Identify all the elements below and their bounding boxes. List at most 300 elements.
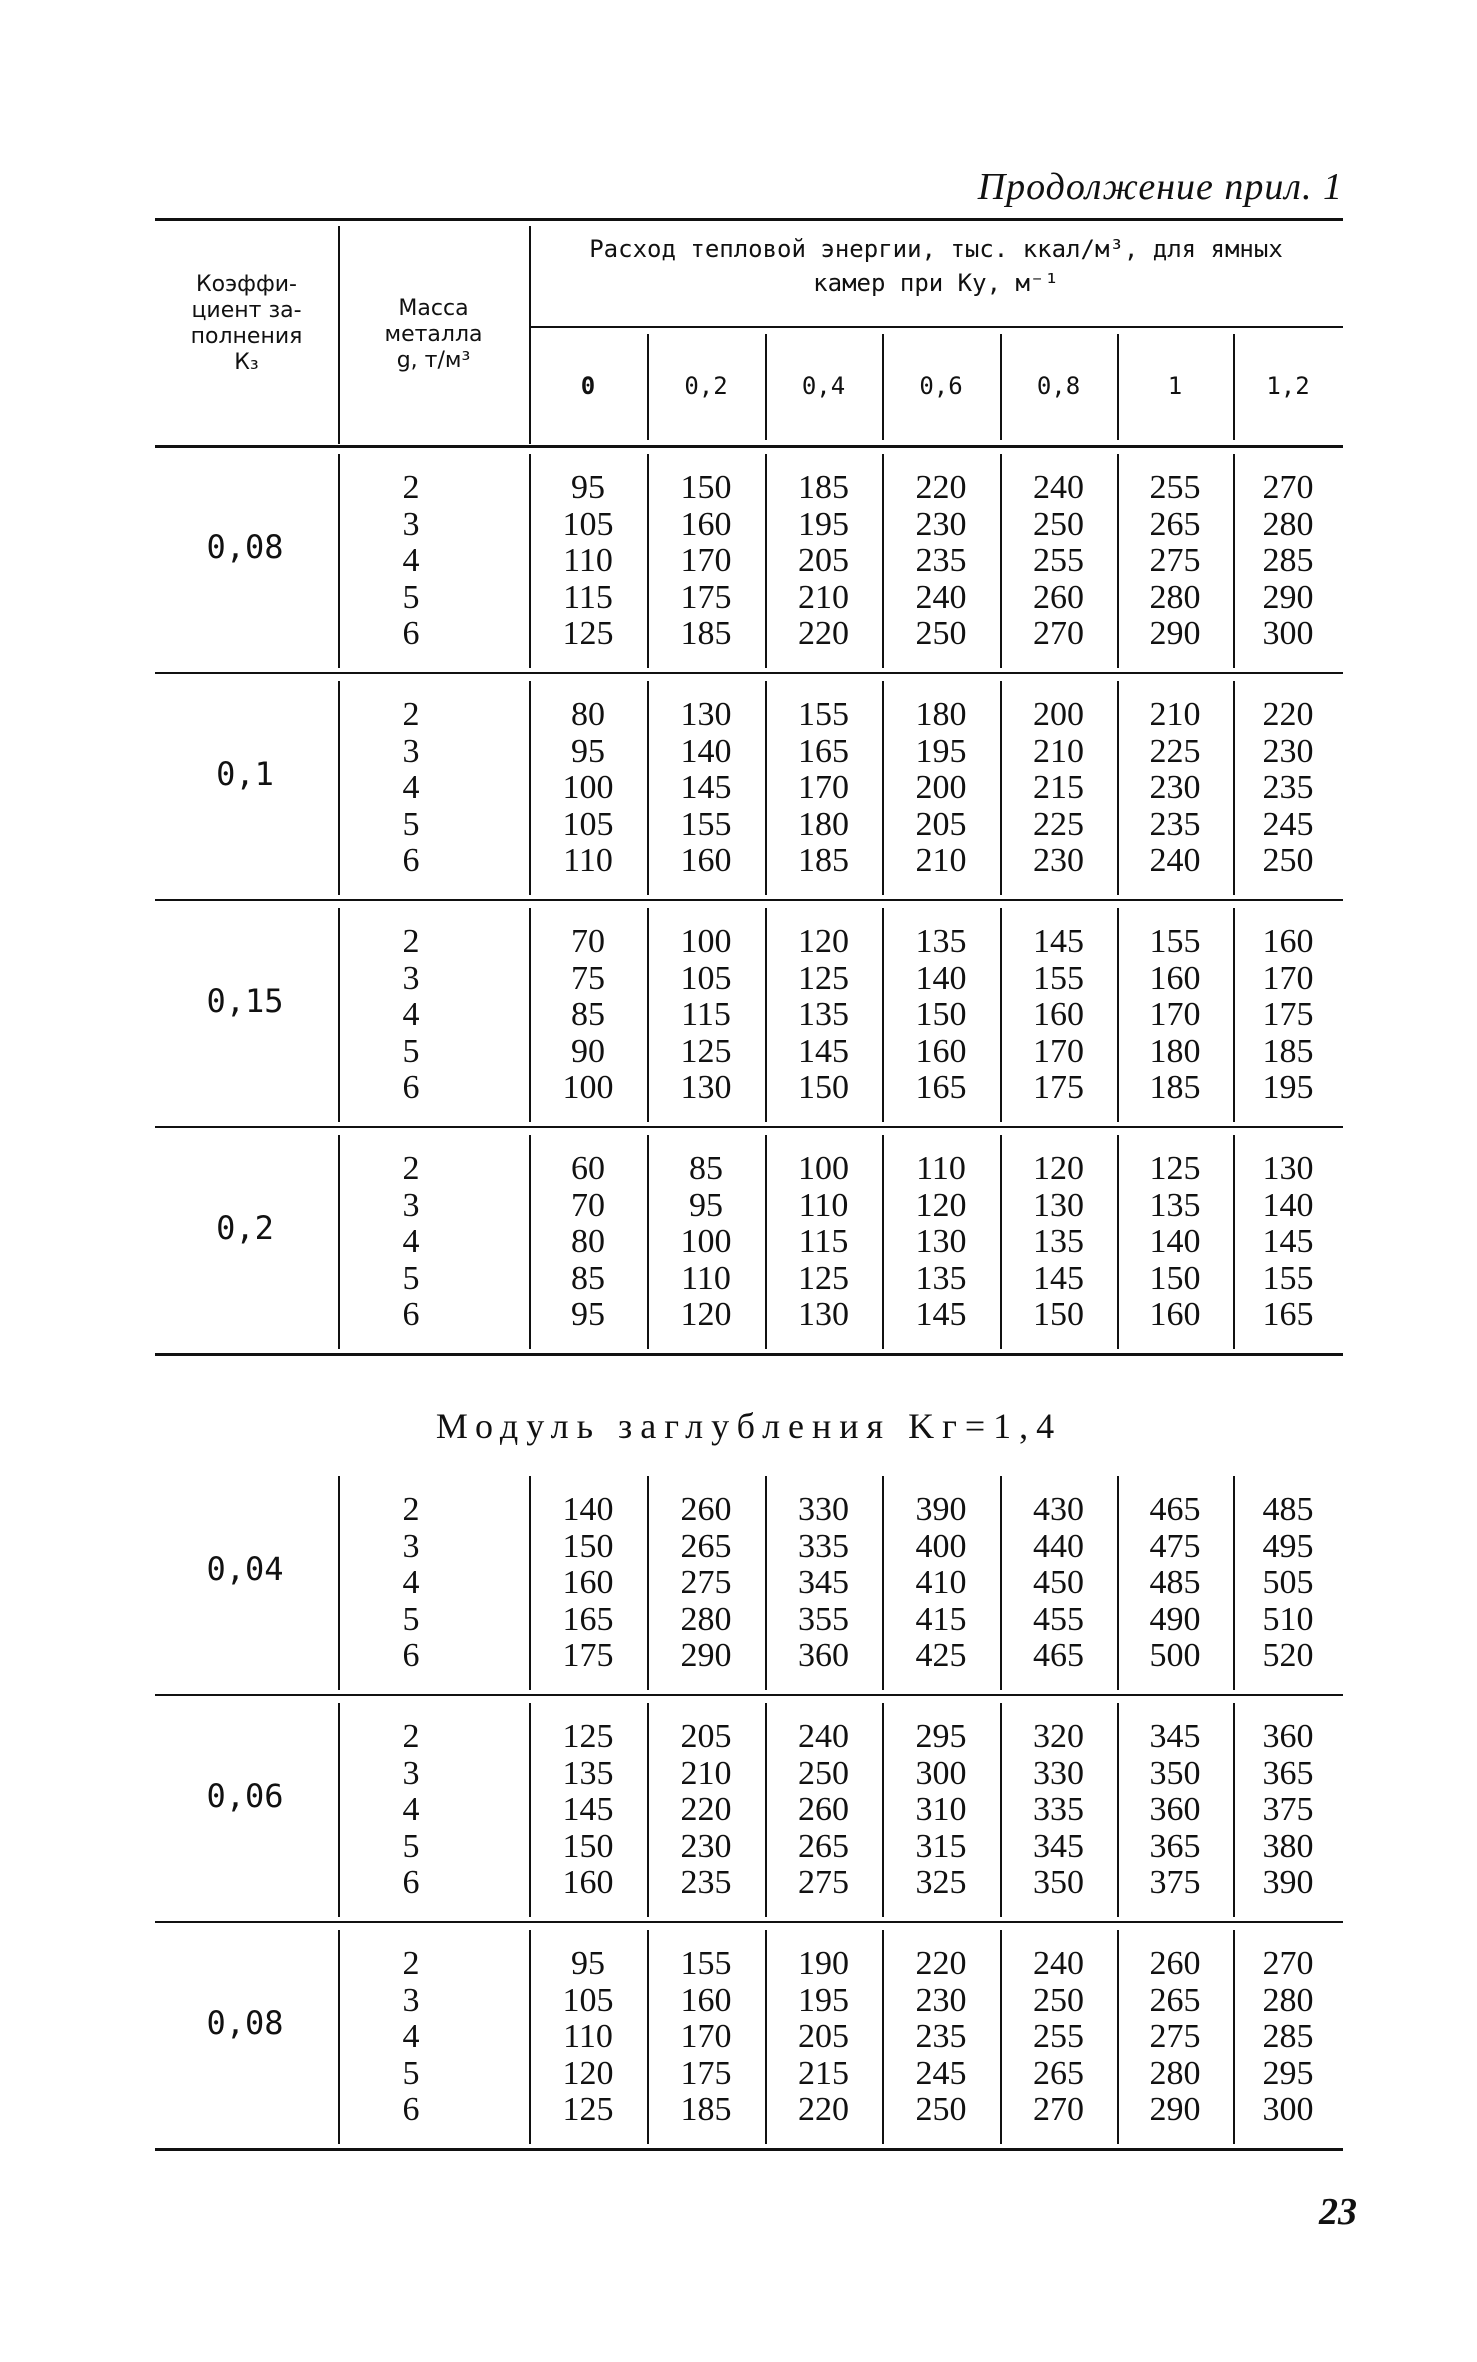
table-cell: 230 <box>1262 732 1314 770</box>
mass-column-header <box>338 296 529 374</box>
value-column <box>882 470 1000 653</box>
value-column <box>1000 1151 1117 1334</box>
table-cell: 170 <box>680 542 732 579</box>
table-cell: 180 <box>1149 1032 1201 1070</box>
table-cell: 150 <box>1033 1296 1084 1333</box>
table-cell: 230 <box>915 1981 967 2019</box>
mass-cell: 6 <box>402 2091 420 2128</box>
mass-cell: 2 <box>402 1945 420 1982</box>
mass-column <box>338 924 484 1107</box>
table-cell: 160 <box>680 1981 732 2019</box>
table-cell: 215 <box>1033 769 1084 806</box>
mass-cell: 4 <box>402 1223 420 1260</box>
header-line: металла <box>384 322 483 347</box>
table-cell: 105 <box>680 959 732 997</box>
table-cell: 95 <box>571 732 605 770</box>
table-cell: 265 <box>1033 2054 1084 2092</box>
value-column <box>647 470 765 653</box>
table-cell: 230 <box>915 505 967 543</box>
table-cell: 290 <box>1149 2091 1201 2128</box>
section-title: Модуль заглубления Kг=1,4 <box>435 1406 1063 1446</box>
table-cell: 160 <box>680 505 732 543</box>
value-column <box>1000 1946 1117 2129</box>
table-cell: 140 <box>1262 1186 1314 1224</box>
value-column <box>882 697 1000 880</box>
table-cell: 280 <box>1262 1981 1314 2019</box>
mass-cell: 4 <box>402 769 420 806</box>
table-cell: 280 <box>680 1600 732 1638</box>
table-cell: 205 <box>680 1718 732 1755</box>
value-column <box>765 697 882 880</box>
value-column <box>647 924 765 1107</box>
table-cell: 160 <box>1149 1296 1201 1333</box>
table-cell: 485 <box>1262 1491 1314 1528</box>
mass-cell: 5 <box>402 1827 420 1865</box>
table-cell: 135 <box>1149 1186 1201 1224</box>
table-cell: 160 <box>562 1564 614 1601</box>
table-cell: 135 <box>562 1754 614 1792</box>
table-cell: 110 <box>798 1186 849 1224</box>
group-bottom-rule <box>155 1126 1343 1128</box>
mass-cell: 2 <box>402 1150 420 1187</box>
group-bottom-rule <box>155 2148 1343 2151</box>
table-cell: 150 <box>1149 1259 1201 1297</box>
table-cell: 355 <box>798 1600 849 1638</box>
table-cell: 360 <box>1149 1791 1201 1828</box>
table-cell: 205 <box>915 805 967 843</box>
table-cell: 70 <box>571 1186 605 1224</box>
value-column <box>765 1946 882 2129</box>
table-cell: 245 <box>915 2054 967 2092</box>
value-column <box>1117 1492 1233 1675</box>
table-cell: 115 <box>798 1223 849 1260</box>
table-cell: 365 <box>1149 1827 1201 1865</box>
table-cell: 130 <box>680 696 732 733</box>
value-column <box>1117 470 1233 653</box>
table-cell: 220 <box>798 2091 849 2128</box>
table-cell: 225 <box>1149 732 1201 770</box>
table-cell: 220 <box>798 615 849 652</box>
value-column <box>1117 1946 1233 2129</box>
table-cell: 345 <box>1033 1827 1084 1865</box>
table-cell: 235 <box>1262 769 1314 806</box>
table-cell: 100 <box>680 923 732 960</box>
kz-value: 0,15 <box>206 982 284 1020</box>
table-cell: 185 <box>798 842 849 879</box>
table-cell: 170 <box>1262 959 1314 997</box>
table-cell: 160 <box>1033 996 1084 1033</box>
mass-cell: 6 <box>402 615 420 652</box>
table-cell: 195 <box>1262 1069 1314 1106</box>
table-cell: 170 <box>1033 1032 1084 1070</box>
table-cell: 145 <box>1033 923 1084 960</box>
mass-cell: 3 <box>402 1186 420 1224</box>
table-cell: 265 <box>680 1527 732 1565</box>
table-cell: 260 <box>798 1791 849 1828</box>
table-cell: 465 <box>1149 1491 1201 1528</box>
table-cell: 100 <box>562 769 614 806</box>
table-cell: 280 <box>1149 578 1201 616</box>
value-column <box>1000 697 1117 880</box>
mass-cell: 6 <box>402 1864 420 1901</box>
value-column <box>529 697 647 880</box>
value-column <box>1233 1492 1343 1675</box>
group-bottom-rule <box>155 899 1343 901</box>
mass-cell: 4 <box>402 1564 420 1601</box>
table-cell: 150 <box>562 1527 614 1565</box>
value-column <box>1000 1492 1117 1675</box>
header-line: Коэффи- <box>195 272 297 297</box>
table-cell: 215 <box>798 2054 849 2092</box>
ky-divider <box>882 334 884 440</box>
mass-cell: 3 <box>402 1527 420 1565</box>
table-cell: 70 <box>571 923 605 960</box>
table-cell: 220 <box>680 1791 732 1828</box>
table-cell: 475 <box>1149 1527 1201 1565</box>
mass-cell: 6 <box>402 1637 420 1674</box>
table-cell: 120 <box>680 1296 732 1333</box>
table-cell: 235 <box>915 2018 967 2055</box>
header-subrule <box>529 326 1343 328</box>
table-cell: 265 <box>1149 1981 1201 2019</box>
value-column <box>1117 1719 1233 1902</box>
table-cell: 75 <box>571 959 605 997</box>
table-cell: 95 <box>571 1296 605 1333</box>
table-cell: 220 <box>915 469 967 506</box>
table-cell: 230 <box>680 1827 732 1865</box>
table-cell: 290 <box>680 1637 732 1674</box>
table-cell: 265 <box>1149 505 1201 543</box>
table-cell: 210 <box>915 842 967 879</box>
value-column <box>882 1151 1000 1334</box>
table-cell: 165 <box>562 1600 614 1638</box>
mass-cell: 3 <box>402 1981 420 2019</box>
table-cell: 135 <box>915 1259 967 1297</box>
table-cell: 260 <box>1033 578 1084 616</box>
table-cell: 330 <box>1033 1754 1084 1792</box>
table-cell: 190 <box>798 1945 849 1982</box>
table-cell: 430 <box>1033 1491 1084 1528</box>
table-cell: 145 <box>680 769 732 806</box>
heat-consumption-header <box>529 232 1343 300</box>
table-cell: 365 <box>1262 1754 1314 1792</box>
table-cell: 170 <box>1149 996 1201 1033</box>
table-cell: 110 <box>563 2018 613 2055</box>
table-cell: 250 <box>798 1754 849 1792</box>
table-cell: 120 <box>798 923 849 960</box>
table-cell: 360 <box>798 1637 849 1674</box>
mass-cell: 4 <box>402 542 420 579</box>
table-cell: 90 <box>571 1032 605 1070</box>
table-cell: 175 <box>680 2054 732 2092</box>
ky-header-cell: 0,6 <box>919 372 963 400</box>
table-cell: 140 <box>915 959 967 997</box>
table-cell: 390 <box>915 1491 967 1528</box>
table-cell: 500 <box>1149 1637 1201 1674</box>
table-cell: 300 <box>1262 615 1314 652</box>
table-cell: 170 <box>680 2018 732 2055</box>
value-column <box>882 1492 1000 1675</box>
table-cell: 85 <box>689 1150 723 1187</box>
table-cell: 115 <box>563 578 613 616</box>
mass-cell: 2 <box>402 923 420 960</box>
table-cell: 240 <box>798 1718 849 1755</box>
table-cell: 285 <box>1262 542 1314 579</box>
table-cell: 210 <box>680 1754 732 1792</box>
table-cell: 105 <box>562 505 614 543</box>
table-cell: 185 <box>1149 1069 1201 1106</box>
mass-cell: 6 <box>402 842 420 879</box>
value-column <box>1117 924 1233 1107</box>
table-cell: 95 <box>689 1186 723 1224</box>
value-column <box>765 470 882 653</box>
value-column <box>647 1492 765 1675</box>
value-column <box>647 697 765 880</box>
mass-cell: 3 <box>402 1754 420 1792</box>
table-cell: 110 <box>563 842 613 879</box>
kz-group <box>155 1697 1343 1923</box>
table-cell: 345 <box>798 1564 849 1601</box>
value-column <box>529 1946 647 2129</box>
table-cell: 100 <box>562 1069 614 1106</box>
table-cell: 465 <box>1033 1637 1084 1674</box>
kz-value: 0,1 <box>216 755 274 793</box>
value-column <box>1233 697 1343 880</box>
mass-cell: 6 <box>402 1069 420 1106</box>
table-cell: 145 <box>1262 1223 1314 1260</box>
table-cell: 95 <box>571 1945 605 1982</box>
table-cell: 130 <box>1262 1150 1314 1187</box>
table-cell: 350 <box>1149 1754 1201 1792</box>
table-cell: 125 <box>562 2091 614 2128</box>
value-column <box>1000 1719 1117 1902</box>
ky-divider <box>1117 334 1119 440</box>
table-cell: 330 <box>798 1491 849 1528</box>
table-cell: 125 <box>798 959 849 997</box>
table-cell: 225 <box>1033 805 1084 843</box>
table-cell: 110 <box>681 1259 731 1297</box>
value-column <box>529 1151 647 1334</box>
header-title-line: камер при Kу, м⁻¹ <box>813 269 1059 297</box>
kz-value: 0,06 <box>206 1777 284 1815</box>
mass-column <box>338 1492 484 1675</box>
table-cell: 360 <box>1262 1718 1314 1755</box>
table-cell: 285 <box>1262 2018 1314 2055</box>
ky-header-cell: 0,8 <box>1036 372 1081 400</box>
table-cell: 450 <box>1033 1564 1084 1601</box>
mass-cell: 4 <box>402 1791 420 1828</box>
mass-cell: 2 <box>402 469 420 506</box>
table-cell: 195 <box>915 732 967 770</box>
table-cell: 135 <box>1033 1223 1084 1260</box>
table-cell: 125 <box>562 1718 614 1755</box>
table-cell: 290 <box>1149 615 1201 652</box>
table-cell: 230 <box>1149 769 1201 806</box>
table-cell: 245 <box>1262 805 1314 843</box>
mass-cell: 5 <box>402 805 420 843</box>
table-cell: 240 <box>1149 842 1201 879</box>
ky-divider <box>765 334 767 440</box>
ky-header-cell: 0 <box>580 372 596 400</box>
kz-group <box>155 448 1343 674</box>
table-top-rule <box>155 218 1343 221</box>
value-column <box>1233 924 1343 1107</box>
kz-group <box>155 1129 1343 1355</box>
table-cell: 145 <box>1033 1259 1084 1297</box>
table-cell: 125 <box>798 1259 849 1297</box>
table-cell: 495 <box>1262 1527 1314 1565</box>
table-cell: 270 <box>1033 615 1084 652</box>
value-column <box>647 1719 765 1902</box>
table-cell: 120 <box>915 1186 967 1224</box>
table-cell: 195 <box>798 505 849 543</box>
mass-cell: 5 <box>402 1032 420 1070</box>
table-cell: 205 <box>798 2018 849 2055</box>
table-cell: 160 <box>562 1864 614 1901</box>
mass-cell: 5 <box>402 2054 420 2092</box>
table-cell: 410 <box>915 1564 967 1601</box>
table-cell: 280 <box>1262 505 1314 543</box>
mass-cell: 2 <box>402 696 420 733</box>
mass-cell: 5 <box>402 1600 420 1638</box>
table-cell: 80 <box>571 696 605 733</box>
kz-group <box>155 675 1343 901</box>
table-cell: 175 <box>680 578 732 616</box>
table-cell: 295 <box>1262 2054 1314 2092</box>
kz-value: 0,2 <box>216 1209 274 1247</box>
table-cell: 110 <box>563 542 613 579</box>
table-cell: 85 <box>571 996 605 1033</box>
table-cell: 390 <box>1262 1864 1314 1901</box>
value-column <box>882 1719 1000 1902</box>
table-cell: 235 <box>915 542 967 579</box>
table-cell: 240 <box>915 578 967 616</box>
kz-value: 0,04 <box>206 1550 284 1588</box>
header-line: циент за- <box>191 298 302 323</box>
value-column <box>1117 1151 1233 1334</box>
table-cell: 175 <box>1262 996 1314 1033</box>
table-cell: 275 <box>1149 542 1201 579</box>
table-cell: 150 <box>798 1069 849 1106</box>
table-cell: 155 <box>1033 959 1084 997</box>
table-cell: 120 <box>1033 1150 1084 1187</box>
value-column <box>647 1151 765 1334</box>
table-cell: 235 <box>680 1864 732 1901</box>
header-line: К₃ <box>234 350 259 375</box>
table-cell: 140 <box>680 732 732 770</box>
table-cell: 310 <box>915 1791 967 1828</box>
page-number: 23 <box>1319 2191 1357 2233</box>
value-column <box>529 470 647 653</box>
table-cell: 105 <box>562 1981 614 2019</box>
table-cell: 265 <box>798 1827 849 1865</box>
table-cell: 200 <box>1033 696 1084 733</box>
table-cell: 290 <box>1262 578 1314 616</box>
table-cell: 440 <box>1033 1527 1084 1565</box>
table-cell: 425 <box>915 1637 967 1674</box>
header-line: Масса <box>398 296 469 321</box>
mass-cell: 3 <box>402 959 420 997</box>
table-cell: 130 <box>680 1069 732 1106</box>
mass-cell: 5 <box>402 578 420 616</box>
mass-column <box>338 1151 484 1334</box>
table-cell: 180 <box>798 805 849 843</box>
ky-header-cell: 0,4 <box>801 372 846 400</box>
mass-cell: 3 <box>402 505 420 543</box>
table-cell: 160 <box>1149 959 1201 997</box>
value-column <box>765 1492 882 1675</box>
table-cell: 130 <box>798 1296 849 1333</box>
mass-cell: 3 <box>402 732 420 770</box>
value-column <box>1233 1946 1343 2129</box>
table-cell: 120 <box>562 2054 614 2092</box>
table-cell: 270 <box>1262 1945 1314 1982</box>
table-cell: 145 <box>798 1032 849 1070</box>
table-cell: 165 <box>798 732 849 770</box>
table-cell: 255 <box>1149 469 1201 506</box>
value-column <box>529 924 647 1107</box>
table-cell: 275 <box>680 1564 732 1601</box>
table-cell: 200 <box>915 769 967 806</box>
table-cell: 250 <box>1262 842 1314 879</box>
mass-cell: 2 <box>402 1491 420 1528</box>
value-column <box>1000 924 1117 1107</box>
table-cell: 255 <box>1033 2018 1084 2055</box>
value-column <box>1117 697 1233 880</box>
ky-divider <box>1000 334 1002 440</box>
table-cell: 150 <box>680 469 732 506</box>
table-cell: 185 <box>680 615 732 652</box>
table-cell: 155 <box>1149 923 1201 960</box>
table-cell: 275 <box>798 1864 849 1901</box>
table-cell: 220 <box>915 1945 967 1982</box>
table-cell: 100 <box>680 1223 732 1260</box>
table-cell: 315 <box>915 1827 967 1865</box>
table-cell: 145 <box>562 1791 614 1828</box>
ky-divider <box>647 334 649 440</box>
table-cell: 155 <box>1262 1259 1314 1297</box>
group-bottom-rule <box>155 1353 1343 1356</box>
mass-column <box>338 1719 484 1902</box>
table-cell: 150 <box>915 996 967 1033</box>
table-cell: 270 <box>1262 469 1314 506</box>
table-cell: 125 <box>1149 1150 1201 1187</box>
table-cell: 280 <box>1149 2054 1201 2092</box>
table-cell: 170 <box>798 769 849 806</box>
table-cell: 160 <box>915 1032 967 1070</box>
table-cell: 205 <box>798 542 849 579</box>
header-line: полнения <box>190 324 303 349</box>
table-cell: 185 <box>680 2091 732 2128</box>
table-cell: 220 <box>1262 696 1314 733</box>
table-cell: 110 <box>916 1150 966 1187</box>
group-bottom-rule <box>155 1921 1343 1923</box>
table-cell: 85 <box>571 1259 605 1297</box>
value-column <box>765 924 882 1107</box>
table-cell: 490 <box>1149 1600 1201 1638</box>
table-cell: 505 <box>1262 1564 1314 1601</box>
kz-group <box>155 1924 1343 2150</box>
mass-cell: 6 <box>402 1296 420 1333</box>
value-column <box>882 924 1000 1107</box>
table-cell: 100 <box>798 1150 849 1187</box>
mass-column <box>338 470 484 653</box>
table-cell: 335 <box>1033 1791 1084 1828</box>
table-cell: 140 <box>1149 1223 1201 1260</box>
table-cell: 270 <box>1033 2091 1084 2128</box>
value-column <box>1233 470 1343 653</box>
mass-cell: 5 <box>402 1259 420 1297</box>
